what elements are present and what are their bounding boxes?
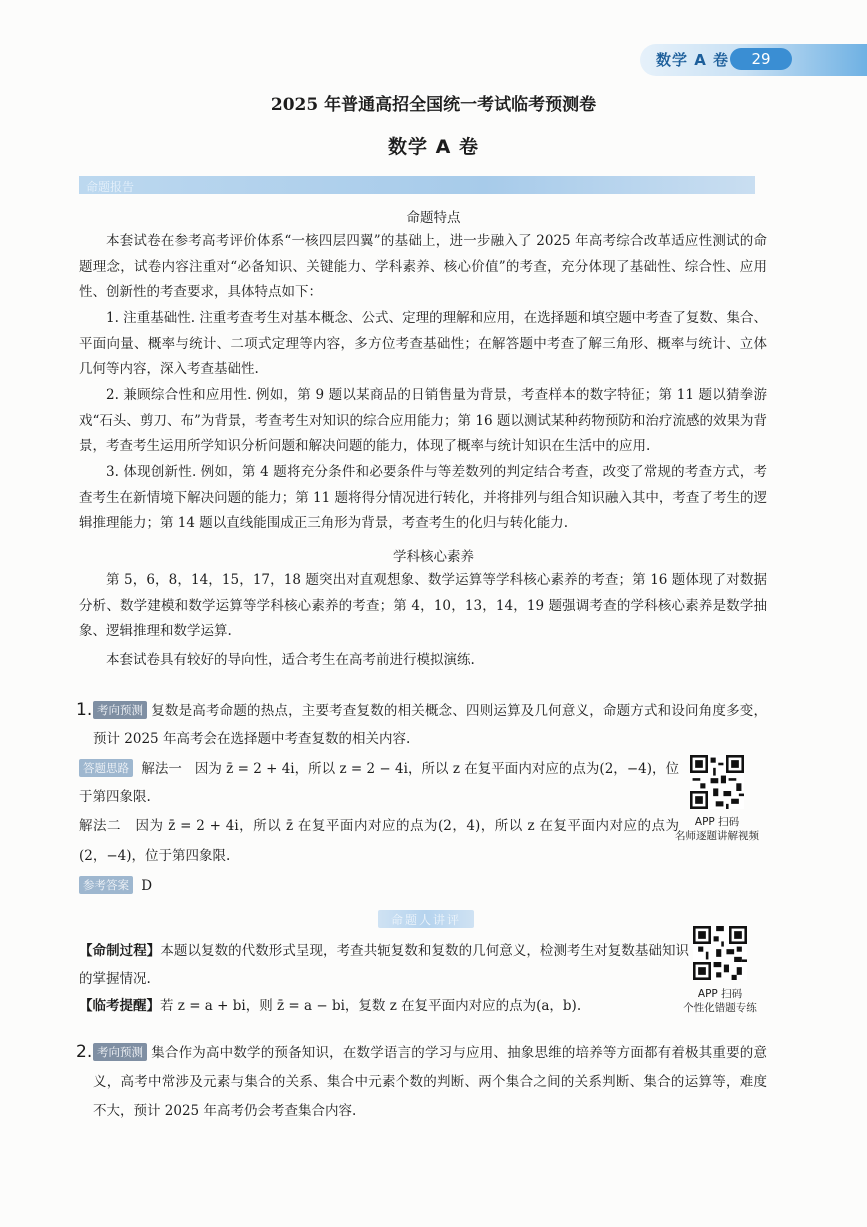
qr-code-practice[interactable] bbox=[693, 926, 747, 980]
q1-process bbox=[79, 937, 689, 993]
literacy-paragraph: 第 5，6，8，14，15，17，18 题突出对直观想象、数学运算等学科核心素养的考查；第 16 题体现了对数据分析、数学建模和数学运算等学科核心素养的考查；第 4，10，13，14，19 题强调考查的学科核心素养是数学抽象、逻辑推理和数学运算. bbox=[79, 572, 767, 640]
exam-title: 2025 年普通高招全国统一考试临考预测卷 bbox=[270, 95, 597, 115]
q2-prediction bbox=[93, 1039, 767, 1126]
section-title-literacy: 学科核心素养 bbox=[393, 549, 474, 565]
q2-predict-tag: 考向预测 bbox=[93, 1043, 147, 1061]
section-title-features: 命题特点 bbox=[406, 210, 461, 226]
q1-sol1-text: 因为 z̄ = 2 + 4i，所以 z = 2 − 4i，所以 z 在复平面内对应的点为(2，−4)，位于第四象限. bbox=[79, 761, 680, 805]
q1-sol2-text: 因为 z̄ = 2 + 4i，所以 z̄ 在复平面内对应的点为(2，4)，所以 z 在复平面内对应的点为(2，−4)，位于第四象限. bbox=[79, 818, 680, 864]
exam-subtitle: 数学 A 卷 bbox=[388, 136, 479, 158]
qr-practice-caption-line1: APP 扫码 bbox=[697, 988, 743, 1000]
q1-process-label: 【命制过程】 bbox=[79, 943, 161, 959]
qr-video-caption-line2: 名师逐题讲解视频 bbox=[675, 830, 759, 842]
q1-tip-text: 若 z = a + bi，则 z̄ = a − bi，复数 z 在复平面内对应的点为(a，b). bbox=[160, 998, 582, 1014]
q1-sol1-label: 解法一 bbox=[141, 761, 182, 777]
question-number-1: 1. bbox=[76, 700, 93, 720]
qr-code-video[interactable] bbox=[690, 755, 744, 809]
feature-paragraph-2: 2. 兼顾综合性和应用性. 例如，第 9 题以某商品的日销售量为背景，考查样本的数字特征；第 11 题以猜拳游戏“石头、剪刀、布”为背景，考查考生对知识的综合应用能力；第 16 题以测试某种药物预防和治疗流感的效果为背景，考查考生运用所学知识分析问题和解决问题的能力，体现了概率与统计知识在生活中的应用. bbox=[79, 387, 767, 455]
summary-paragraph: 本套试卷具有较好的导向性，适合考生在高考前进行模拟演练. bbox=[106, 652, 475, 668]
qr-practice-caption-line2: 个性化错题专练 bbox=[683, 1002, 757, 1014]
q1-solution-2 bbox=[79, 811, 679, 871]
q2-predict-text: 集合作为高中数学的预备知识，在数学语言的学习与应用、抽象思维的培养等方面都有着极其重要的意义，高考中常涉及元素与集合的关系、集合中元素个数的判断、两个集合之间的关系判断、集合的运算等，难度不大，预计 2025 年高考仍会考查集合内容. bbox=[93, 1045, 767, 1119]
q1-answer-value: D bbox=[141, 878, 153, 894]
feature-paragraph-1: 1. 注重基础性. 注重考查考生对基本概念、公式、定理的理解和应用，在选择题和填空题中考查了复数、集合、平面向量、概率与统计、二项式定理等内容，多方位考查基础性；在解答题中考查了解三角形、概率与统计、立体几何等内容，深入考查基础性. bbox=[79, 310, 767, 378]
q1-solve-tag: 答题思路 bbox=[79, 759, 133, 777]
feature-paragraph-3: 3. 体现创新性. 例如，第 4 题将充分条件和必要条件与等差数列的判定结合考查，改变了常规的考查方式，考查考生在新情境下解决问题的能力；第 11 题将得分情况进行转化，并将排列与组合知识融入其中，考查了考生的逻辑推理能力；第 14 题以直线能围成正三角形为背景，考查考生的化归与转化能力. bbox=[79, 464, 767, 532]
intro-paragraph: 本套试卷在参考高考评价体系“一核四层四翼”的基础上，进一步融入了 2025 年高考综合改革适应性测试的命题理念，试卷内容注重对“必备知识、关键能力、学科素养、核心价值”的考查，充分体现了基础性、综合性、应用性、创新性的考查要求，具体特点如下： bbox=[79, 233, 767, 301]
q1-solution-1 bbox=[79, 755, 679, 811]
question-number-2: 2. bbox=[76, 1042, 93, 1062]
qr-practice-caption bbox=[670, 987, 770, 1015]
q1-answer-tag: 参考答案 bbox=[79, 876, 133, 894]
header-label: 数学 A 卷 bbox=[656, 51, 730, 69]
q1-tip bbox=[79, 992, 689, 1020]
q1-prediction bbox=[93, 697, 767, 753]
page-number: 29 bbox=[730, 48, 792, 70]
q1-sol2-label: 解法二 bbox=[79, 818, 122, 834]
q1-answer bbox=[79, 874, 379, 900]
section-band-label: 命题报告 bbox=[86, 180, 135, 194]
qr-video-caption-line1: APP 扫码 bbox=[694, 816, 740, 828]
section-band bbox=[79, 176, 755, 194]
q1-process-text: 本题以复数的代数形式呈现，考查共轭复数和复数的几何意义，检测考生对复数基础知识的掌握情况. bbox=[79, 943, 690, 987]
qr-video-caption bbox=[667, 815, 767, 843]
q1-predict-tag: 考向预测 bbox=[93, 701, 147, 719]
q1-tip-label: 【临考提醒】 bbox=[79, 998, 160, 1014]
q1-predict-text: 复数是高考命题的热点，主要考查复数的相关概念、四则运算及几何意义，命题方式和设问角度多变，预计 2025 年高考会在选择题中考查复数的相关内容. bbox=[93, 703, 767, 747]
review-band-label: 命题人讲评 bbox=[390, 913, 461, 927]
